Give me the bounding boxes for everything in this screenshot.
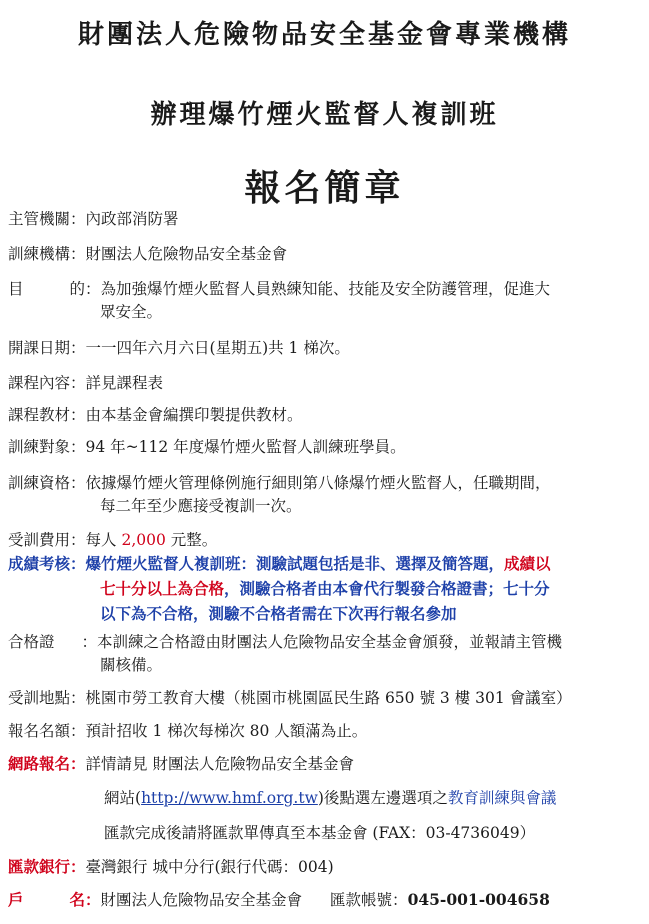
value-online: 詳情請見 財團法人危險物品安全基金會 (85, 755, 354, 773)
value-date: 一一四年六月六日(星期五)共 1 梯次。 (85, 339, 350, 357)
label-purpose-b: 的： (69, 280, 101, 298)
value-fee-post: 元整。 (165, 531, 218, 549)
value-org: 財團法人危險物品安全基金會 (85, 245, 288, 263)
value-account-name: 財團法人危險物品安全基金會 (100, 891, 303, 909)
label-date: 開課日期： (8, 339, 86, 357)
row-fee (8, 529, 643, 551)
label-online: 網路報名： (8, 754, 86, 773)
row-grading-2 (100, 578, 550, 600)
value-authority: 內政部消防署 (85, 210, 179, 228)
row-material (8, 404, 643, 426)
row-website (104, 787, 556, 809)
value-grading-1b: 成績以 (504, 554, 551, 573)
row-date (8, 337, 643, 359)
row-certificate (8, 631, 643, 653)
value-fax: 匯款完成後請將匯款單傳真至本基金會 (FAX：03-4736049） (104, 824, 536, 842)
label-account-a: 戶 (8, 890, 24, 909)
website-pre: 網站( (104, 789, 142, 807)
label-material: 課程教材： (8, 406, 86, 424)
label-fee: 受訓費用： (8, 531, 86, 549)
header-document-title: 報名簡章 (244, 167, 405, 209)
row-target (8, 436, 643, 458)
value-grading-1a: 爆竹煙火監督人複訓班：測驗試題包括是非、選擇及簡答題， (85, 554, 505, 573)
label-quota: 報名名額： (8, 722, 86, 740)
row-content (8, 372, 643, 394)
value-venue: 桃園市勞工教育大樓（桃園市桃園區民生路 650 號 3 樓 301 會議室） (85, 689, 572, 707)
row-bank (8, 856, 643, 878)
header-course-title: 辦理爆竹煙火監督人複訓班 (150, 100, 499, 130)
row-qualification (8, 472, 643, 494)
value-content: 詳見課程表 (85, 374, 164, 392)
row-grading (8, 553, 643, 575)
value-purpose-1: 為加強爆竹煙火監督人員熟練知能、技能及安全防護管理，促進大 (100, 280, 551, 298)
value-fee-amount: 2,000 (121, 531, 166, 549)
label-account-no: 匯款帳號： (330, 891, 408, 909)
label-purpose-a: 目 (8, 280, 24, 298)
value-qualification-2: 每二年至少應接受複訓一次。 (100, 497, 302, 515)
label-authority: 主管機關： (8, 210, 86, 228)
label-account-b: 名： (69, 890, 101, 909)
value-target: 94 年~112 年度爆竹煙火監督人訓練班學員。 (85, 438, 406, 456)
label-qualification: 訓練資格： (8, 474, 86, 492)
row-online (8, 753, 643, 775)
label-venue: 受訓地點： (8, 689, 86, 707)
label-target: 訓練對象： (8, 438, 86, 456)
row-org (8, 243, 643, 265)
header-org-title: 財團法人危險物品安全基金會專業機構 (77, 20, 571, 50)
label-certificate: 合格證 (8, 633, 55, 651)
value-qualification-1: 依據爆竹煙火管理條例施行細則第八條爆竹煙火監督人，任職期間， (85, 474, 551, 492)
value-account-no: 045-001-004658 (407, 890, 550, 909)
education-training-link[interactable]: 教育訓練與會議 (447, 789, 557, 807)
row-quota (8, 720, 643, 742)
row-account (8, 889, 643, 911)
value-fee-pre: 每人 (85, 531, 122, 549)
row-authority (8, 208, 643, 230)
value-material: 由本基金會編撰印製提供教材。 (85, 406, 303, 424)
label-certificate-colon: ： (81, 633, 98, 651)
label-bank: 匯款銀行： (8, 857, 86, 876)
value-certificate-1: 本訓練之合格證由財團法人危險物品安全基金會頒發，並報請主管機 (97, 633, 563, 651)
value-bank: 臺灣銀行 城中分行(銀行代碼：004) (85, 858, 334, 876)
label-grading: 成績考核： (8, 554, 86, 573)
label-org: 訓練機構： (8, 245, 86, 263)
value-grading-2b: ，測驗合格者由本會代行製發合格證書；七十分 (224, 579, 550, 598)
row-venue (8, 687, 643, 709)
value-purpose-2: 眾安全。 (100, 303, 163, 321)
value-certificate-2: 關核備。 (100, 656, 163, 674)
row-purpose (8, 278, 643, 300)
website-link[interactable]: http://www.hmf.org.tw (141, 789, 318, 807)
value-grading-2a: 七十分以上為合格 (100, 579, 225, 598)
value-grading-3: 以下為不合格，測驗不合格者需在下次再行報名參加 (100, 604, 457, 623)
value-quota: 預計招收 1 梯次每梯次 80 人額滿為止。 (85, 722, 368, 740)
website-mid: )後點選左邊選項之 (317, 789, 448, 807)
label-content: 課程內容： (8, 374, 86, 392)
